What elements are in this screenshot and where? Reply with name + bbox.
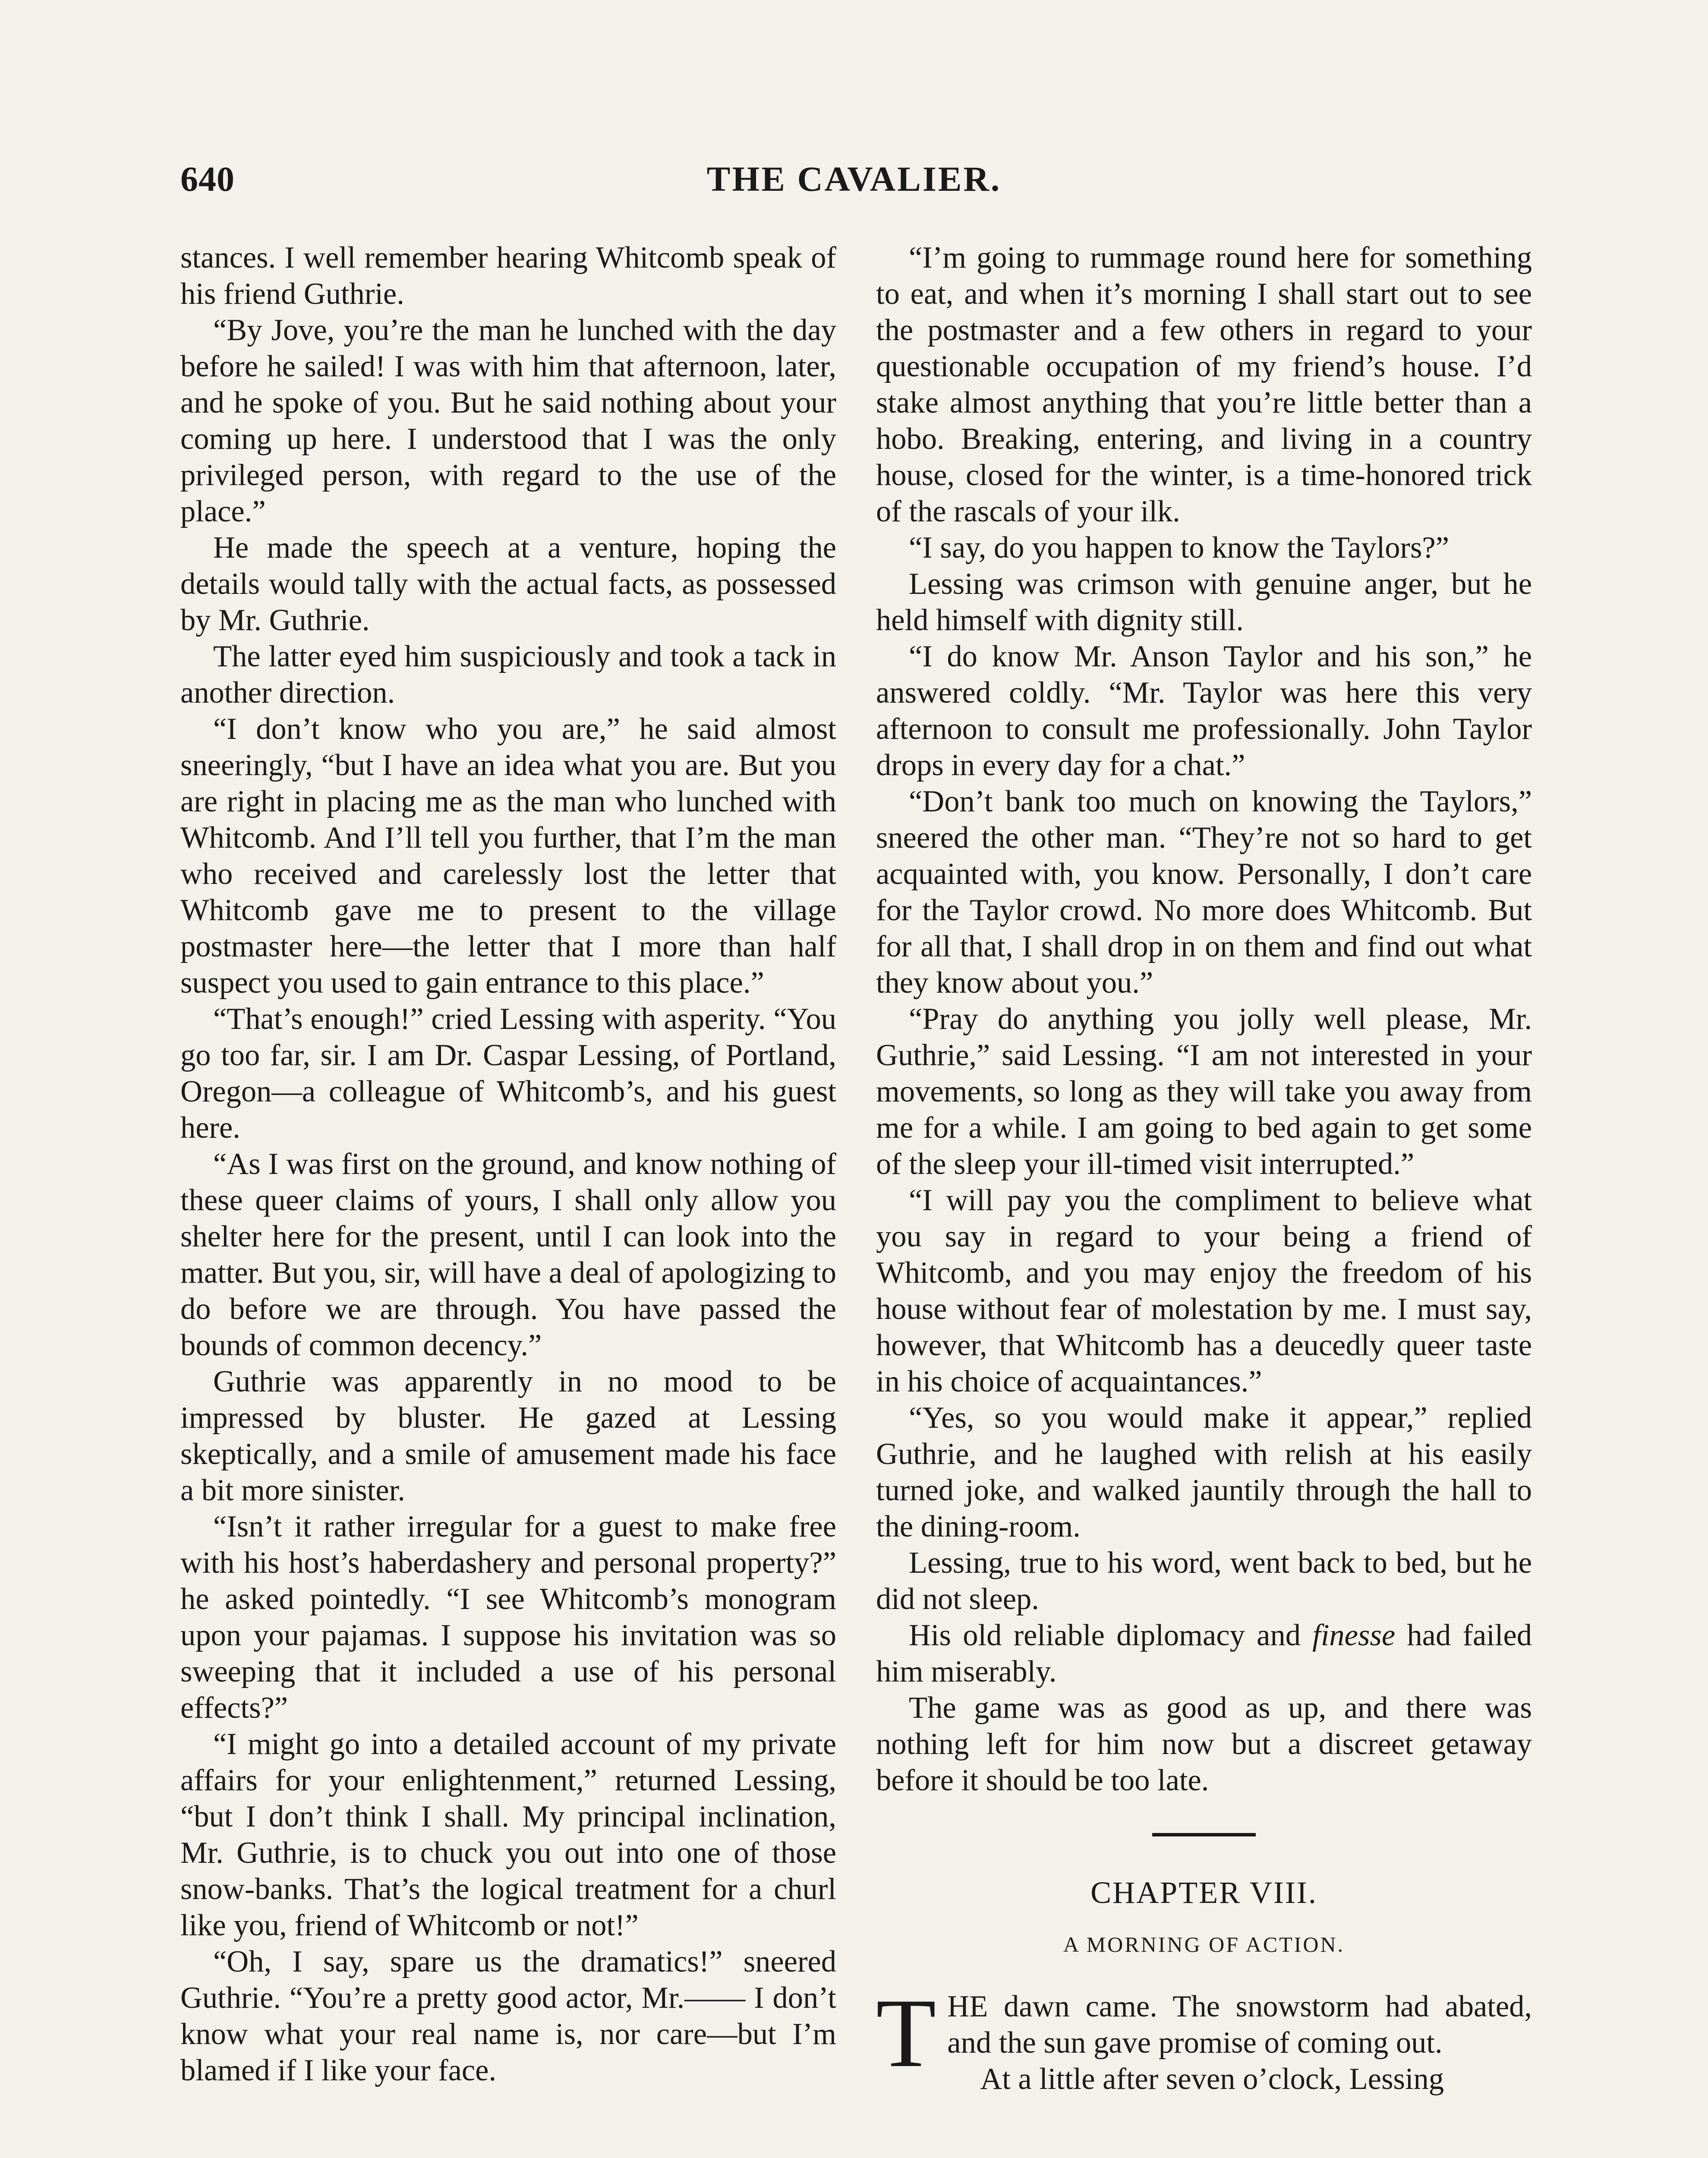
paragraph: Guthrie was apparently in no mood to be impressed by bluster. He gazed at Lessing skeptically, and a smile of amusement made his face a bit more sinister. — [180, 1365, 836, 1507]
drop-cap: T — [876, 1979, 936, 2088]
paragraph: “Pray do anything you jolly well please, Mr. Guthrie,” said Lessing. “I am not interested in your movements, so long as they will take you away from me for a while. I am going to bed again to get some of the sleep your ill-timed visit interrupted.” — [876, 1002, 1532, 1181]
paragraph: “I will pay you the compliment to believe what you say in regard to your being a friend of Whitcomb, and you may enjoy the freedom of his house without fear of molestation by me. I must say, however, that Whitcomb has a deucedly queer taste in his choice of acquaintances.” — [876, 1183, 1532, 1398]
right-column — [876, 240, 1532, 2097]
finesse-after: had failed him miserably. — [876, 1618, 1532, 1688]
finesse-paragraph — [876, 1617, 1532, 1690]
paragraph: Lessing was crimson with genuine anger, but he held himself with dignity still. — [876, 567, 1532, 637]
finesse-before: His old reliable diplomacy and — [909, 1618, 1313, 1652]
paragraph: “That’s enough!” cried Lessing with asperity. “You go too far, sir. I am Dr. Caspar Lessing, of Portland, Oregon—a colleague of Whitcomb’s, and his guest here. — [180, 1002, 836, 1145]
paragraph: “As I was first on the ground, and know nothing of these queer claims of yours, I shall only allow you shelter here for the present, until I can look into the matter. But you, sir, will have a deal of apologizing to do before we are through. You have passed the bounds of common decency.” — [180, 1147, 836, 1362]
paragraph: The latter eyed him suspiciously and took a tack in another direction. — [180, 640, 836, 710]
page-number: 640 — [180, 159, 235, 199]
paragraph: “I do know Mr. Anson Taylor and his son,” he answered coldly. “Mr. Taylor was here this very afternoon to consult me professionally. John Taylor drops in every day for a chat.” — [876, 640, 1532, 782]
paragraph: The game was as good as up, and there was nothing left for him now but a discreet getaway before it should be too late. — [876, 1691, 1532, 1797]
paragraph: “I might go into a detailed account of my private affairs for your enlightenment,” returned Lessing, “but I don’t think I shall. My principal inclination, Mr. Guthrie, is to chuck you out into one of those snow-banks. That’s the logical treatment for a churl like you, friend of Whitcomb or not!” — [180, 1727, 836, 1942]
left-column — [180, 240, 836, 2089]
paragraph: stances. I well remember hearing Whitcomb speak of his friend Guthrie. — [180, 241, 836, 311]
section-divider — [1152, 1833, 1256, 1836]
chapter-heading: CHAPTER VIII. — [1090, 1875, 1317, 1910]
paragraph: “Isn’t it rather irregular for a guest to make free with his host’s haberdashery and personal property?” he asked pointedly. “I see Whitcomb’s monogram upon your pajamas. I suppose his invitation was so sweeping that it included a use of his personal effects?” — [180, 1510, 836, 1725]
chapter-opening-text: HE dawn came. The snowstorm had abated, and the sun gave promise of coming out. — [947, 1990, 1532, 2060]
finesse-italic: finesse — [1312, 1618, 1396, 1652]
paragraph: At a little after seven o’clock, Lessing — [980, 2062, 1444, 2096]
paragraph: “Yes, so you would make it appear,” replied Guthrie, and he laughed with relish at his easily turned joke, and walked jauntily through the hall to the dining-room. — [876, 1401, 1532, 1543]
paragraph: “I don’t know who you are,” he said almost sneeringly, “but I have an idea what you are. But you are right in placing me as the man who lunched with Whitcomb. And I’ll tell you further, that I’m the man who received and carelessly lost the letter that Whitcomb gave me to present to the village postmaster here—the letter that I more than half suspect you used to gain entrance to this place.” — [180, 712, 836, 1000]
chapter-subtitle: A MORNING OF ACTION. — [1063, 1932, 1345, 1956]
paragraph: “I say, do you happen to know the Taylors?” — [909, 531, 1449, 565]
paragraph: “Oh, I say, spare us the dramatics!” sneered Guthrie. “You’re a pretty good actor, Mr.—— I don’t know what your real name is, nor care—but I’m blamed if I like your face. — [180, 1945, 836, 2087]
paragraph: Lessing, true to his word, went back to bed, but he did not sleep. — [876, 1546, 1532, 1616]
paragraph: “I’m going to rummage round here for something to eat, and when it’s morning I shall start out to see the postmaster and a few others in regard to your questionable occupation of my friend’s house. I’d stake almost anything that you’re little better than a hobo. Breaking, entering, and living in a country house, closed for the winter, is a time-honored trick of the rascals of your ilk. — [876, 241, 1532, 528]
running-title: THE CAVALIER. — [706, 159, 1002, 199]
paragraph: “Don’t bank too much on knowing the Taylors,” sneered the other man. “They’re not so hard to get acquainted with, you know. Personally, I don’t care for the Taylor crowd. No more does Whitcomb. But for all that, I shall drop in on them and find out what they know about you.” — [876, 785, 1532, 1000]
paragraph: He made the speech at a venture, hoping the details would tally with the actual facts, as possessed by Mr. Guthrie. — [180, 531, 836, 637]
paragraph: “By Jove, you’re the man he lunched with the day before he sailed! I was with him that afternoon, later, and he spoke of you. But he said nothing about your coming up here. I understood that I was the only privileged person, with regard to the use of the place.” — [180, 313, 836, 528]
